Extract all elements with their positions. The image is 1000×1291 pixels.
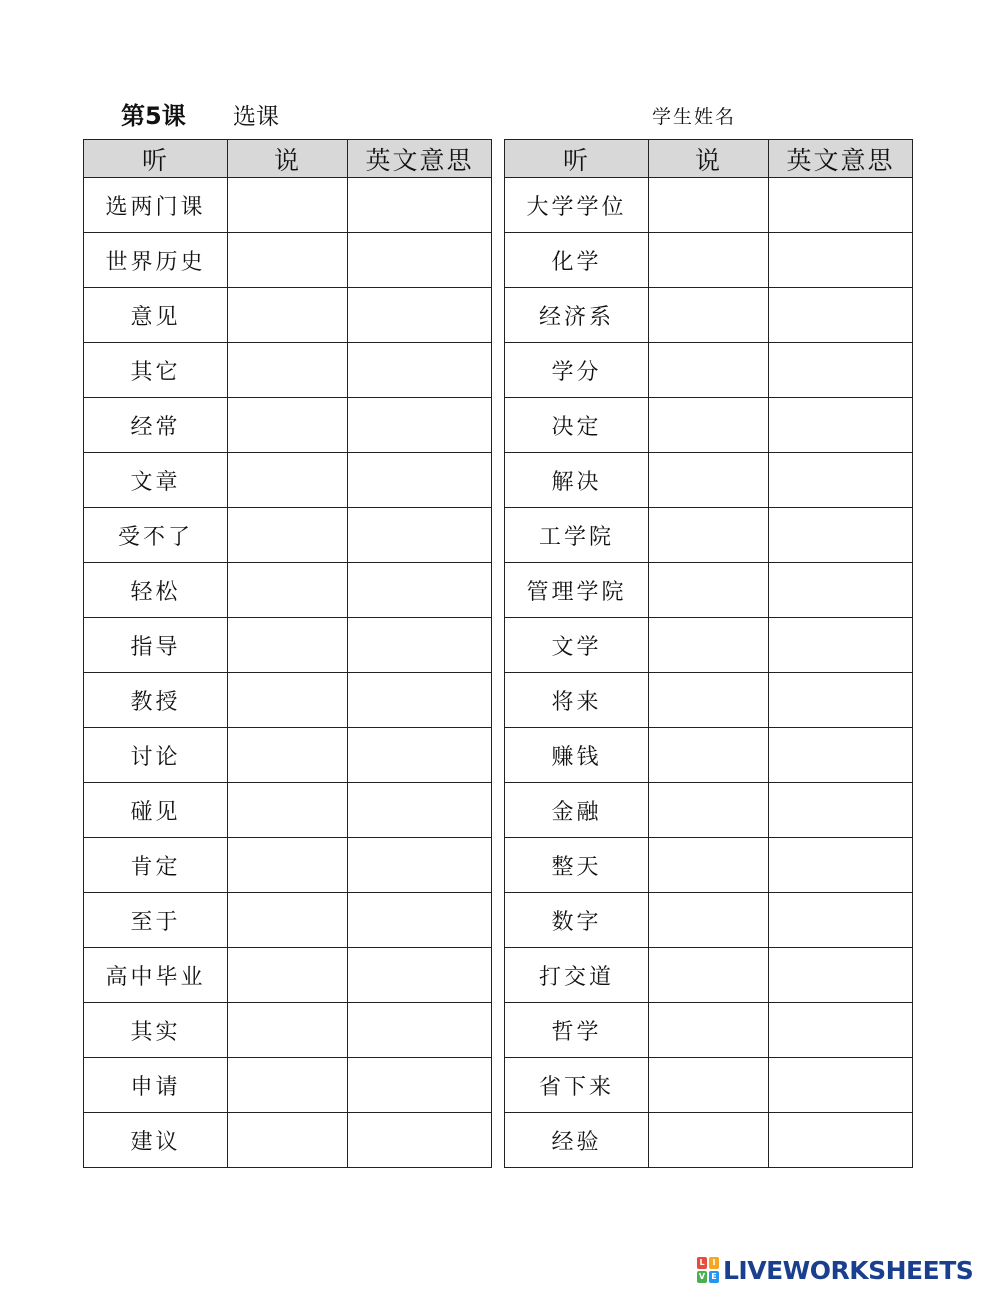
table-row (84, 618, 492, 673)
speak-answer-cell[interactable] (228, 838, 348, 893)
speak-answer-cell[interactable] (228, 1113, 348, 1168)
table-row (84, 838, 492, 893)
english-meaning-cell[interactable] (769, 673, 913, 728)
speak-answer-cell[interactable] (649, 343, 769, 398)
table-row (505, 948, 913, 1003)
speak-answer-cell[interactable] (228, 893, 348, 948)
speak-answer-cell[interactable] (649, 1058, 769, 1113)
liveworksheets-logo[interactable] (697, 1253, 973, 1287)
vocab-word-cell[interactable]: 文章 (84, 453, 228, 508)
english-meaning-cell[interactable] (348, 508, 492, 563)
english-meaning-cell[interactable] (769, 1058, 913, 1113)
vocab-word-cell[interactable]: 选两门课 (84, 178, 228, 233)
table-header-row (84, 140, 492, 178)
english-meaning-cell[interactable] (769, 948, 913, 1003)
english-meaning-cell[interactable] (348, 893, 492, 948)
table-header-row (505, 140, 913, 178)
english-meaning-cell[interactable] (348, 948, 492, 1003)
english-meaning-cell[interactable] (348, 1058, 492, 1113)
vocab-word-cell[interactable]: 省下来 (505, 1058, 649, 1113)
table-row (505, 398, 913, 453)
english-meaning-cell[interactable] (769, 1003, 913, 1058)
column-header-speak: 说 (228, 140, 348, 178)
lesson-number: 第5课 (121, 102, 186, 130)
speak-answer-cell[interactable] (228, 618, 348, 673)
vocab-word-cell[interactable]: 将来 (505, 673, 649, 728)
table-row (84, 398, 492, 453)
vocab-table-left-body (84, 178, 492, 1168)
vocab-word-cell[interactable]: 打交道 (505, 948, 649, 1003)
table-row (84, 563, 492, 618)
english-meaning-cell[interactable] (769, 563, 913, 618)
speak-answer-cell[interactable] (649, 838, 769, 893)
table-row (84, 178, 492, 233)
speak-answer-cell[interactable] (649, 288, 769, 343)
speak-answer-cell[interactable] (649, 233, 769, 288)
vocab-word-cell[interactable]: 讨论 (84, 728, 228, 783)
speak-answer-cell[interactable] (649, 948, 769, 1003)
vocab-word-cell[interactable]: 指导 (84, 618, 228, 673)
english-meaning-cell[interactable] (769, 343, 913, 398)
logo-icon-tile: I (709, 1257, 719, 1269)
speak-answer-cell[interactable] (649, 508, 769, 563)
speak-answer-cell[interactable] (649, 618, 769, 673)
vocab-word-cell[interactable]: 其实 (84, 1003, 228, 1058)
vocab-word-cell[interactable]: 世界历史 (84, 233, 228, 288)
speak-answer-cell[interactable] (228, 508, 348, 563)
vocab-word-cell[interactable]: 受不了 (84, 508, 228, 563)
english-meaning-cell[interactable] (769, 893, 913, 948)
english-meaning-cell[interactable] (769, 398, 913, 453)
table-row (84, 508, 492, 563)
logo-text: LIVEWORKSHEETS (723, 1255, 974, 1285)
vocab-word-cell[interactable]: 文学 (505, 618, 649, 673)
vocab-word-cell[interactable]: 经济系 (505, 288, 649, 343)
vocab-word-cell[interactable]: 肯定 (84, 838, 228, 893)
table-row (84, 948, 492, 1003)
vocab-word-cell[interactable]: 申请 (84, 1058, 228, 1113)
column-header-listen: 听 (84, 140, 228, 178)
speak-answer-cell[interactable] (228, 1003, 348, 1058)
speak-answer-cell[interactable] (649, 783, 769, 838)
vocab-word-cell[interactable]: 管理学院 (505, 563, 649, 618)
column-header-english: 英文意思 (769, 140, 913, 178)
speak-answer-cell[interactable] (228, 728, 348, 783)
english-meaning-cell[interactable] (348, 178, 492, 233)
student-name-label: 学生姓名 (652, 106, 737, 128)
speak-answer-cell[interactable] (649, 398, 769, 453)
speak-answer-cell[interactable] (649, 1003, 769, 1058)
table-row (505, 1058, 913, 1113)
vocab-word-cell[interactable]: 建议 (84, 1113, 228, 1168)
table-row (505, 673, 913, 728)
vocab-word-cell[interactable]: 高中毕业 (84, 948, 228, 1003)
table-row (84, 893, 492, 948)
vocab-word-cell[interactable]: 意见 (84, 288, 228, 343)
english-meaning-cell[interactable] (348, 838, 492, 893)
logo-icon-tile: L (697, 1257, 707, 1269)
vocab-word-cell[interactable]: 解决 (505, 453, 649, 508)
vocab-word-cell[interactable]: 金融 (505, 783, 649, 838)
column-header-speak: 说 (649, 140, 769, 178)
vocab-word-cell[interactable]: 轻松 (84, 563, 228, 618)
logo-icon-tile: E (709, 1271, 719, 1283)
speak-answer-cell[interactable] (228, 453, 348, 508)
vocab-table-right-body (505, 178, 913, 1168)
speak-answer-cell[interactable] (228, 398, 348, 453)
table-row (84, 728, 492, 783)
vocab-word-cell[interactable]: 其它 (84, 343, 228, 398)
english-meaning-cell[interactable] (769, 453, 913, 508)
vocab-word-cell[interactable]: 赚钱 (505, 728, 649, 783)
vocab-word-cell[interactable]: 教授 (84, 673, 228, 728)
english-meaning-cell[interactable] (769, 1113, 913, 1168)
logo-icon-tile: V (698, 1272, 706, 1281)
table-row (84, 1113, 492, 1168)
vocab-table-right (504, 139, 913, 1168)
english-meaning-cell[interactable] (769, 178, 913, 233)
english-meaning-cell[interactable] (769, 783, 913, 838)
liveworksheets-logo-icon (697, 1257, 719, 1283)
vocab-word-cell[interactable]: 至于 (84, 893, 228, 948)
english-meaning-cell[interactable] (348, 728, 492, 783)
vocab-word-cell[interactable]: 整天 (505, 838, 649, 893)
english-meaning-cell[interactable] (769, 233, 913, 288)
table-row (505, 1113, 913, 1168)
vocab-word-cell[interactable]: 哲学 (505, 1003, 649, 1058)
speak-answer-cell[interactable] (228, 178, 348, 233)
speak-answer-cell[interactable] (649, 453, 769, 508)
table-row (505, 343, 913, 398)
table-row (84, 1058, 492, 1113)
speak-answer-cell[interactable] (228, 1058, 348, 1113)
table-row (84, 453, 492, 508)
english-meaning-cell[interactable] (348, 398, 492, 453)
vocab-table-left (83, 139, 492, 1168)
english-meaning-cell[interactable] (348, 453, 492, 508)
table-row (505, 838, 913, 893)
english-meaning-cell[interactable] (769, 618, 913, 673)
vocab-word-cell[interactable]: 决定 (505, 398, 649, 453)
worksheet-header (0, 96, 1000, 132)
english-meaning-cell[interactable] (348, 1003, 492, 1058)
speak-answer-cell[interactable] (649, 728, 769, 783)
english-meaning-cell[interactable] (348, 673, 492, 728)
vocab-word-cell[interactable]: 学分 (505, 343, 649, 398)
table-row (505, 508, 913, 563)
table-row (84, 673, 492, 728)
table-row (505, 783, 913, 838)
speak-answer-cell[interactable] (649, 673, 769, 728)
speak-answer-cell[interactable] (649, 1113, 769, 1168)
english-meaning-cell[interactable] (348, 1113, 492, 1168)
english-meaning-cell[interactable] (348, 343, 492, 398)
english-meaning-cell[interactable] (769, 288, 913, 343)
english-meaning-cell[interactable] (348, 233, 492, 288)
column-header-english: 英文意思 (348, 140, 492, 178)
vocab-word-cell[interactable]: 经验 (505, 1113, 649, 1168)
table-row (505, 288, 913, 343)
table-row (84, 783, 492, 838)
table-row (505, 893, 913, 948)
table-row (505, 233, 913, 288)
table-row (505, 618, 913, 673)
speak-answer-cell[interactable] (228, 233, 348, 288)
english-meaning-cell[interactable] (769, 728, 913, 783)
english-meaning-cell[interactable] (348, 618, 492, 673)
table-row (84, 343, 492, 398)
speak-answer-cell[interactable] (649, 893, 769, 948)
speak-answer-cell[interactable] (649, 563, 769, 618)
speak-answer-cell[interactable] (228, 948, 348, 1003)
table-row (84, 288, 492, 343)
vocab-word-cell[interactable]: 大学学位 (505, 178, 649, 233)
table-row (505, 453, 913, 508)
speak-answer-cell[interactable] (228, 563, 348, 618)
lesson-title: 选课 (233, 104, 279, 130)
vocab-word-cell[interactable]: 经常 (84, 398, 228, 453)
english-meaning-cell[interactable] (769, 838, 913, 893)
vocab-word-cell[interactable]: 数字 (505, 893, 649, 948)
english-meaning-cell[interactable] (348, 288, 492, 343)
column-header-listen: 听 (505, 140, 649, 178)
speak-answer-cell[interactable] (649, 178, 769, 233)
english-meaning-cell[interactable] (769, 508, 913, 563)
table-row (84, 233, 492, 288)
table-row (505, 178, 913, 233)
table-row (505, 563, 913, 618)
vocab-word-cell[interactable]: 工学院 (505, 508, 649, 563)
vocab-word-cell[interactable]: 碰见 (84, 783, 228, 838)
table-row (505, 728, 913, 783)
speak-answer-cell[interactable] (228, 783, 348, 838)
english-meaning-cell[interactable] (348, 783, 492, 838)
speak-answer-cell[interactable] (228, 288, 348, 343)
speak-answer-cell[interactable] (228, 673, 348, 728)
table-row (84, 1003, 492, 1058)
table-row (505, 1003, 913, 1058)
vocab-word-cell[interactable]: 化学 (505, 233, 649, 288)
speak-answer-cell[interactable] (228, 343, 348, 398)
english-meaning-cell[interactable] (348, 563, 492, 618)
